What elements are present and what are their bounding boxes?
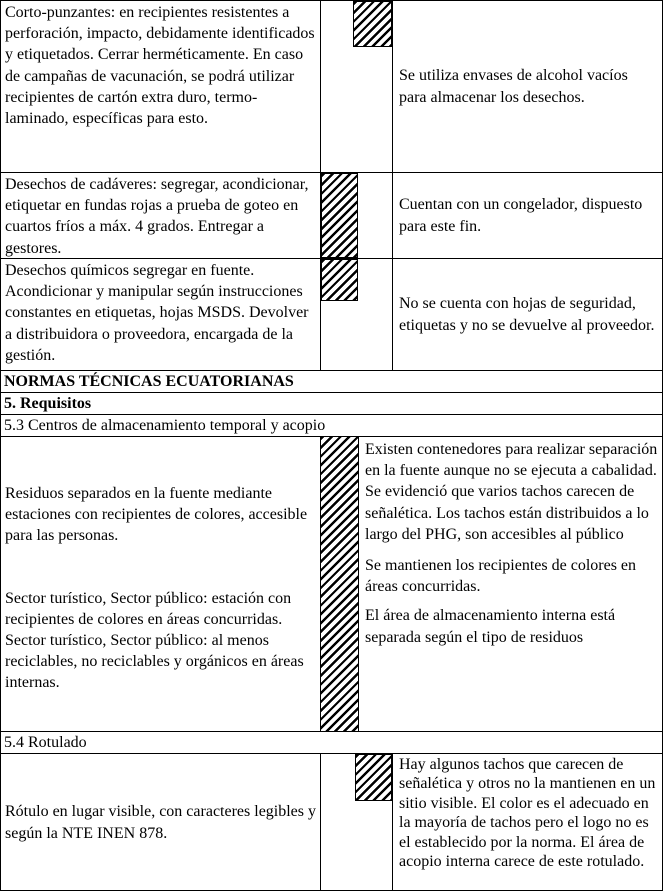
section-header-normas: NORMAS TÉCNICAS ECUATORIANAS — [4, 373, 294, 390]
section-header-requisitos: 5. Requisitos — [4, 395, 92, 412]
observation-cell — [359, 437, 662, 731]
table-row — [1, 393, 662, 415]
requirement-cell — [1, 1, 321, 172]
requirement-cell — [1, 173, 321, 258]
requirement-text: Sector turístico, Sector público: estación con recipientes de colores en áreas concurridas. — [5, 589, 292, 628]
table-row — [1, 732, 662, 754]
table-row — [1, 437, 662, 732]
compliance-mark-cell — [321, 1, 393, 172]
observation-text: Hay algunos tachos que carecen de señalética y otros no la mantienen en un sitio visible. El color es el adecuado en la mayoría de tachos pero el logo no es el establecido por la norma. El área de acopio interna carece de este rotulado. — [399, 756, 656, 871]
compliance-mark-cell — [321, 173, 393, 258]
observation-cell — [393, 754, 662, 890]
observation-text: Se utiliza envases de alcohol vacíos para almacenar los desechos. — [399, 67, 628, 106]
table-row — [1, 371, 662, 393]
observation-text: El área de almacenamiento interna está separada según el tipo de residuos — [365, 607, 616, 646]
table-row — [1, 259, 662, 371]
observation-text: Se mantienen los recipientes de colores en áreas concurridas. — [365, 557, 637, 596]
compliance-hatch-mark — [353, 1, 392, 47]
compliance-hatch-mark — [321, 437, 358, 731]
requirement-text: Residuos separados en la fuente mediante estaciones con recipientes de colores, accesible para las personas. — [5, 485, 308, 545]
observation-cell — [393, 1, 662, 172]
compliance-mark-cell — [321, 437, 359, 731]
observation-cell — [393, 259, 662, 370]
table-row — [1, 173, 662, 259]
observation-cell — [393, 173, 662, 258]
requirement-text: Corto-punzantes: en recipientes resistentes a perforación, impacto, debidamente identificados y etiquetados. Cerrar herméticamente. En caso de campañas de vacunación, se podrá utilizar recipientes de cartón extra duro, termo-laminado, específicas para esto. — [5, 4, 315, 128]
compliance-mark-cell — [321, 754, 393, 890]
requirement-cell — [1, 754, 321, 890]
requirement-text: Desechos químicos segregar en fuente. Acondicionar y manipular según instrucciones constantes en etiquetas, hojas MSDS. Devolver a distribuidora o proveedora, encargada de la gestión. — [5, 262, 309, 364]
table-row — [1, 1, 662, 173]
table-row — [1, 754, 662, 890]
compliance-hatch-mark — [355, 754, 392, 801]
section-title-5-3: 5.3 Centros de almacenamiento temporal y acopio — [4, 417, 326, 434]
compliance-hatch-mark — [321, 259, 358, 301]
compliance-hatch-mark — [321, 173, 358, 258]
requirement-cell — [1, 437, 321, 731]
requirement-cell — [1, 259, 321, 370]
table-row — [1, 415, 662, 437]
section-title-5-4: 5.4 Rotulado — [4, 734, 87, 751]
observation-text: Existen contenedores para realizar separación en la fuente aunque no se ejecuta a cabalidad. Se evidenció que varios tachos carecen de señalética. Los tachos están distribuidos a lo largo del PHG, son accesibles al público — [365, 441, 658, 543]
requirement-text: Desechos de cadáveres: segregar, acondicionar, etiquetar en fundas rojas a prueba de goteo en cuartos fríos a máx. 4 grados. Entregar a gestores. — [5, 176, 309, 257]
requirement-text: Sector turístico, Sector público: al menos reciclables, no reciclables y orgánicos en áreas internas. — [5, 632, 304, 692]
observation-text: Cuentan con un congelador, dispuesto para este fin. — [399, 196, 643, 235]
observation-text: No se cuenta con hojas de seguridad, etiquetas y no se devuelve al proveedor. — [399, 295, 655, 334]
compliance-mark-cell — [321, 259, 393, 370]
requirement-text: Rótulo en lugar visible, con caracteres legibles y según la NTE INEN 878. — [5, 803, 317, 842]
